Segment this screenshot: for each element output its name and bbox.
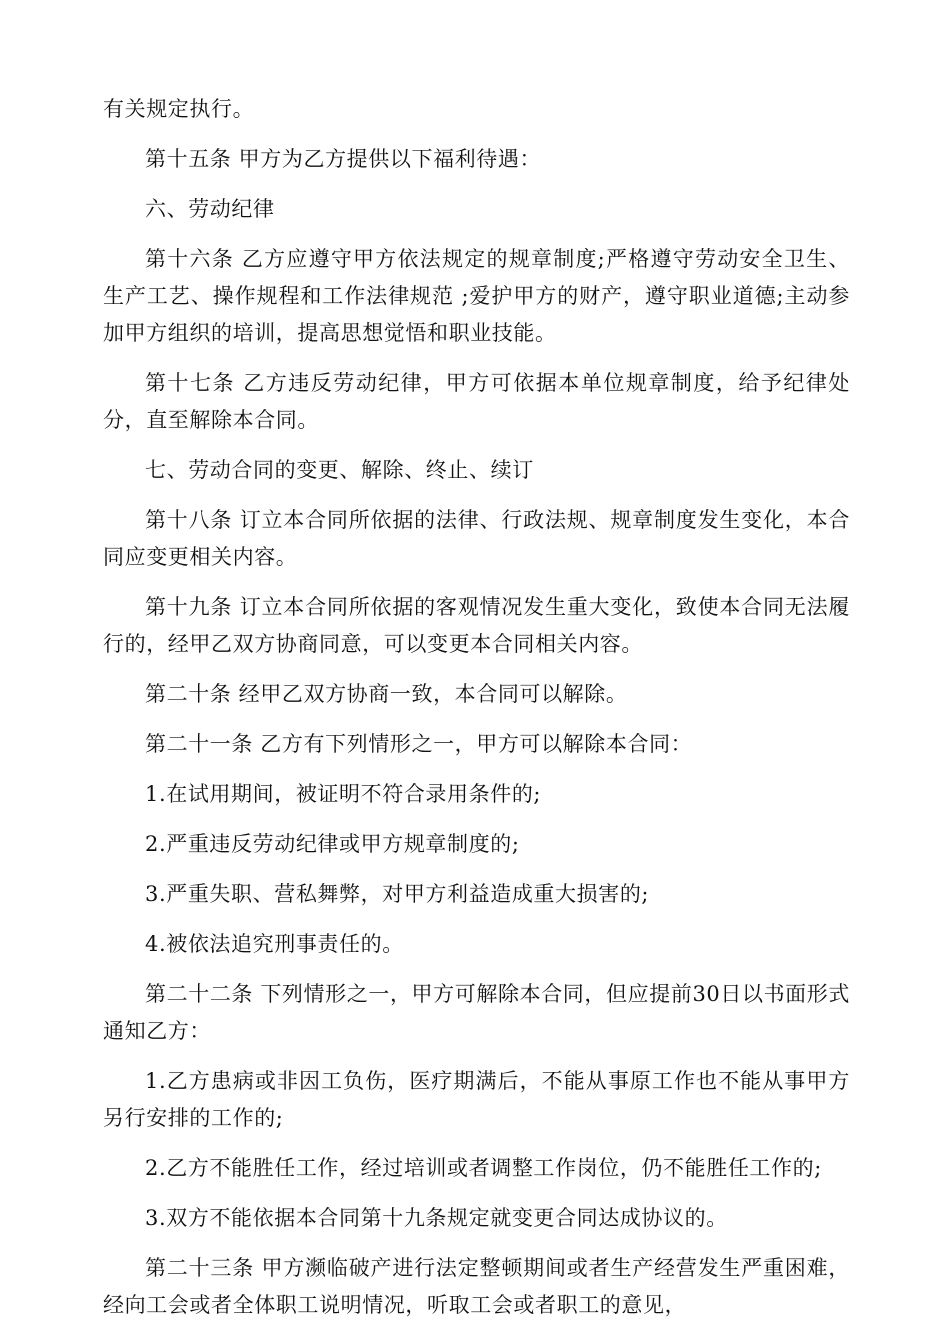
article-21-item-1: 1.在试用期间，被证明不符合录用条件的; xyxy=(145,782,542,806)
document-body xyxy=(103,91,850,1337)
article-19-paragraph: 第十九条 订立本合同所依据的客观情况发生重大变化，致使本合同无法履行的，经甲乙双方协商同意，可以变更本合同相关内容。 xyxy=(103,595,850,656)
section-heading-contract-changes: 七、劳动合同的变更、解除、终止、续订 xyxy=(145,458,534,482)
article-21-item-4: 4.被依法追究刑事责任的。 xyxy=(145,932,404,956)
article-22-item-2: 2.乙方不能胜任工作，经过培训或者调整工作岗位，仍不能胜任工作的; xyxy=(145,1156,822,1180)
section-heading-labor-discipline: 六、劳动纪律 xyxy=(145,197,275,221)
article-15-paragraph: 第十五条 甲方为乙方提供以下福利待遇： xyxy=(145,147,542,171)
article-23-paragraph: 第二十三条 甲方濒临破产进行法定整顿期间或者生产经营发生严重困难，经向工会或者全体职工说明情况，听取工会或者职工的意见， xyxy=(103,1256,850,1317)
article-16-paragraph: 第十六条 乙方应遵守甲方依法规定的规章制度;严格遵守劳动安全卫生、生产工艺、操作规程和工作法律规范 ;爱护甲方的财产，遵守职业道德;主动参加甲方组织的培训，提高思想觉悟和职业技能。 xyxy=(103,247,850,345)
paragraph-continuation: 有关规定执行。 xyxy=(103,97,255,121)
article-22-paragraph: 第二十二条 下列情形之一，甲方可解除本合同，但应提前30日以书面形式通知乙方： xyxy=(103,982,850,1043)
article-17-paragraph: 第十七条 乙方违反劳动纪律，甲方可依据本单位规章制度，给予纪律处分，直至解除本合同。 xyxy=(103,371,850,432)
article-21-paragraph: 第二十一条 乙方有下列情形之一，甲方可以解除本合同： xyxy=(145,732,693,756)
article-18-paragraph: 第十八条 订立本合同所依据的法律、行政法规、规章制度发生变化，本合同应变更相关内容。 xyxy=(103,508,850,569)
article-21-item-2: 2.严重违反劳动纪律或甲方规章制度的; xyxy=(145,832,520,856)
article-22-item-1: 1.乙方患病或非因工负伤，医疗期满后，不能从事原工作也不能从事甲方另行安排的工作的; xyxy=(103,1069,850,1130)
article-21-item-3: 3.严重失职、营私舞弊，对甲方利益造成重大损害的; xyxy=(145,882,650,906)
article-22-item-3: 3.双方不能依据本合同第十九条规定就变更合同达成协议的。 xyxy=(145,1206,728,1230)
article-20-paragraph: 第二十条 经甲乙双方协商一致，本合同可以解除。 xyxy=(145,682,628,706)
